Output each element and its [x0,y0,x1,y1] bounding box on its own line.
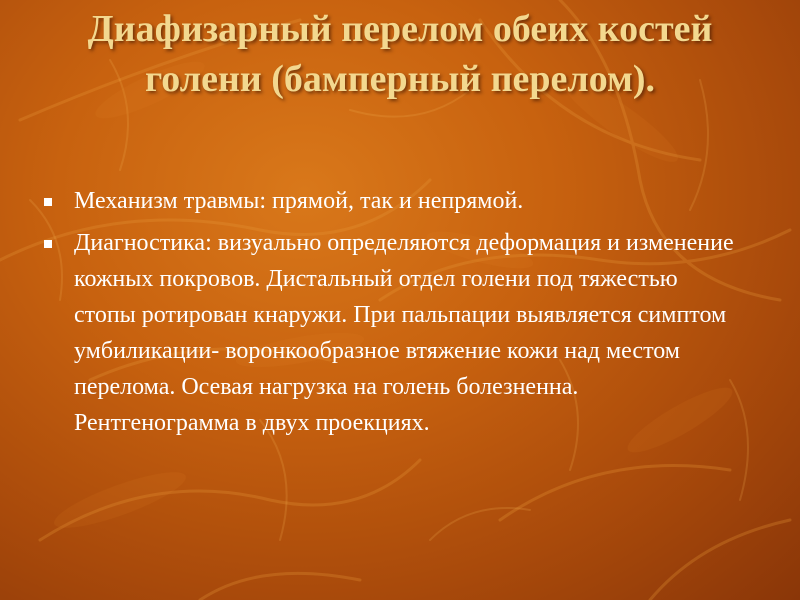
bullet-item-diagnostics [40,225,740,441]
slide-title: Диафизарный перелом обеих костей голени (бамперный перелом). [87,8,713,100]
bullet-text: Механизм травмы: прямой, так и непрямой. [74,188,524,214]
square-bullet-icon [44,240,52,248]
bullet-item-mechanism [40,183,740,219]
square-bullet-icon [44,198,52,206]
bullet-list [40,183,740,447]
bullet-text: Диагностика: визуально определяются деформация и изменение кожных покровов. Дистальный отдел голени под тяжестью стопы ротирован кнаружи. При пальпации выявляется симптом умбиликации- воронкообразное втяжение кожи над местом перелома. Осевая нагрузка на голень болезненна. Рентгенограмма в двух проекциях. [74,230,734,436]
